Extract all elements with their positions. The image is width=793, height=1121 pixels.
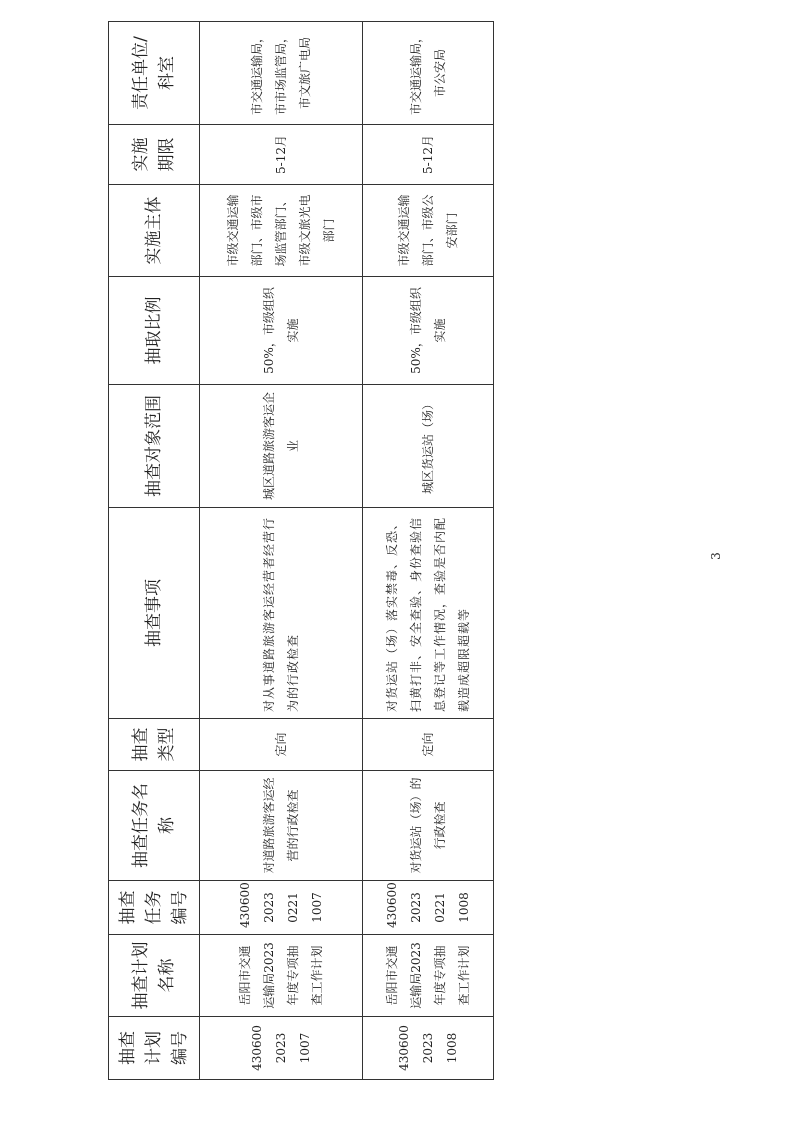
header-plan-name: 抽查计划名称 [109,935,200,1017]
cell-responsible: 市交通运输局，市市场监管局，市文旅广电局 [200,22,363,125]
cell-item: 对从事道路旅游客运经营者经营行为的行政检查 [200,508,363,719]
header-task-no: 抽查任务编号 [109,881,200,935]
rotated-table-container [108,22,494,1080]
cell-ratio: 50%，市级组织实施 [200,277,363,385]
cell-ratio: 50%，市级组织实施 [362,277,493,385]
header-row [109,22,200,1080]
cell-type: 定向 [362,719,493,771]
cell-plan-no: 430600 2023 1007 [200,1017,363,1080]
table-row [200,22,363,1080]
cell-period: 5-12月 [200,125,363,185]
cell-scope: 城区货运站（场） [362,385,493,508]
cell-executor: 市级交通运输部门、市级市场监管部门、市级文旅光电部门 [200,185,363,277]
cell-type: 定向 [200,719,363,771]
cell-responsible: 市交通运输局，市公安局 [362,22,493,125]
table-row [362,22,493,1080]
cell-task-name: 对道路旅游客运经营的行政检查 [200,771,363,881]
header-responsible: 责任单位/科室 [109,22,200,125]
header-task-name: 抽查任务名称 [109,771,200,881]
header-plan-no: 抽查计划编号 [109,1017,200,1080]
header-item: 抽查事项 [109,508,200,719]
page-number: 3 [708,552,723,560]
header-period: 实施期限 [109,125,200,185]
header-scope: 抽查对象范围 [109,385,200,508]
cell-period: 5-12月 [362,125,493,185]
cell-plan-name: 岳阳市交通运输局2023年度专项抽查工作计划 [362,935,493,1017]
cell-task-no: 430600 2023 0221 1008 [362,881,493,935]
cell-scope: 城区道路旅游客运企业 [200,385,363,508]
header-ratio: 抽取比例 [109,277,200,385]
inspection-plan-table [108,21,494,1080]
header-executor: 实施主体 [109,185,200,277]
cell-task-no: 430600 2023 0221 1007 [200,881,363,935]
cell-task-name: 对货运站（场）的行政检查 [362,771,493,881]
cell-item: 对货运站（场）落实禁毒、反恐、扫黄打非、安全查验、身份查验信息登记等工作情况，查验是否内配载造成超限超载等 [362,508,493,719]
cell-plan-name: 岳阳市交通运输局2023年度专项抽查工作计划 [200,935,363,1017]
cell-plan-no: 430600 2023 1008 [362,1017,493,1080]
header-type: 抽查类型 [109,719,200,771]
cell-executor: 市级交通运输部门、市级公安部门 [362,185,493,277]
